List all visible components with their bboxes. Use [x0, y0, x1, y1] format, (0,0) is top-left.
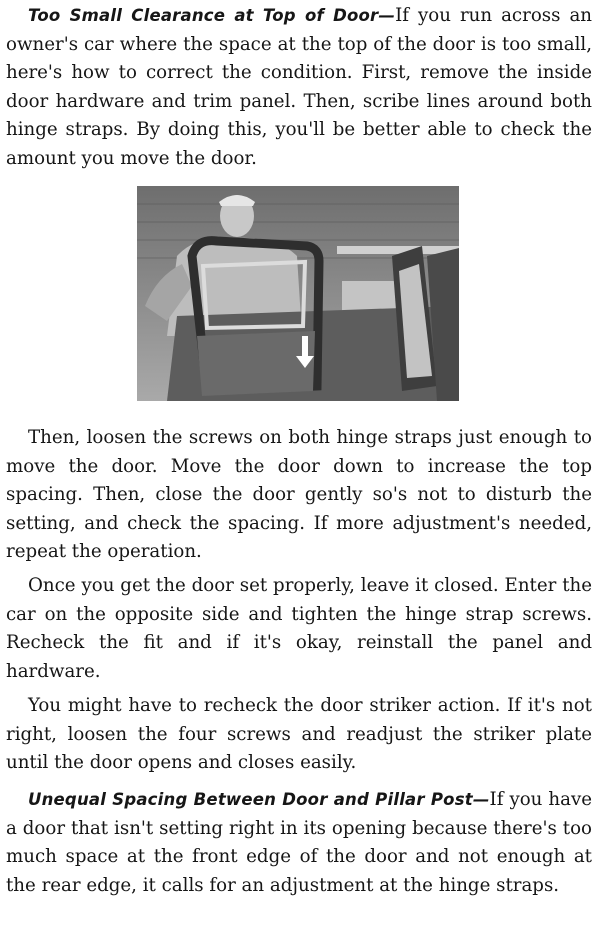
- paragraph-tighten-screws: Once you get the door set properly, leave it closed. Enter the car on the opposite side and tighten the hinge strap screws. Recheck the fit and if it's okay, reinstall the panel and hardware.: [6, 575, 592, 682]
- run-in-heading: Too Small Clearance at Top of Door—: [28, 6, 396, 25]
- paragraph-loosen-screws: Then, loosen the screws on both hinge straps just enough to move the door. Move the door down to increase the top spacing. Then, close the door gently so's not to disturb the setting, and check the spacing. If more adjustment's needed, repeat the operation.: [6, 427, 592, 563]
- paragraph-unequal-spacing: [6, 786, 592, 900]
- photo-illustration: [137, 186, 459, 401]
- paragraph-top-clearance: [6, 2, 592, 174]
- paragraph-text: If you have a door that isn't setting right in its opening because there's too much space at the front edge of the door and not enough at the rear edge, it calls for an adjustment at the hinge straps.: [6, 789, 592, 896]
- run-in-heading: Unequal Spacing Between Door and Pillar Post—: [28, 790, 490, 809]
- photo-mechanic-adjusting-door: [137, 186, 459, 401]
- paragraph-striker-action: You might have to recheck the door striker action. If it's not right, loosen the four screws and readjust the striker plate until the door opens and closes easily.: [6, 695, 592, 774]
- paragraph-text: If you run across an owner's car where the space at the top of the door is too small, here's how to correct the condition. First, remove the inside door hardware and trim panel. Then, scribe lines around both hinge straps. By doing this, you'll be better able to check the amount you move the door.: [6, 5, 593, 169]
